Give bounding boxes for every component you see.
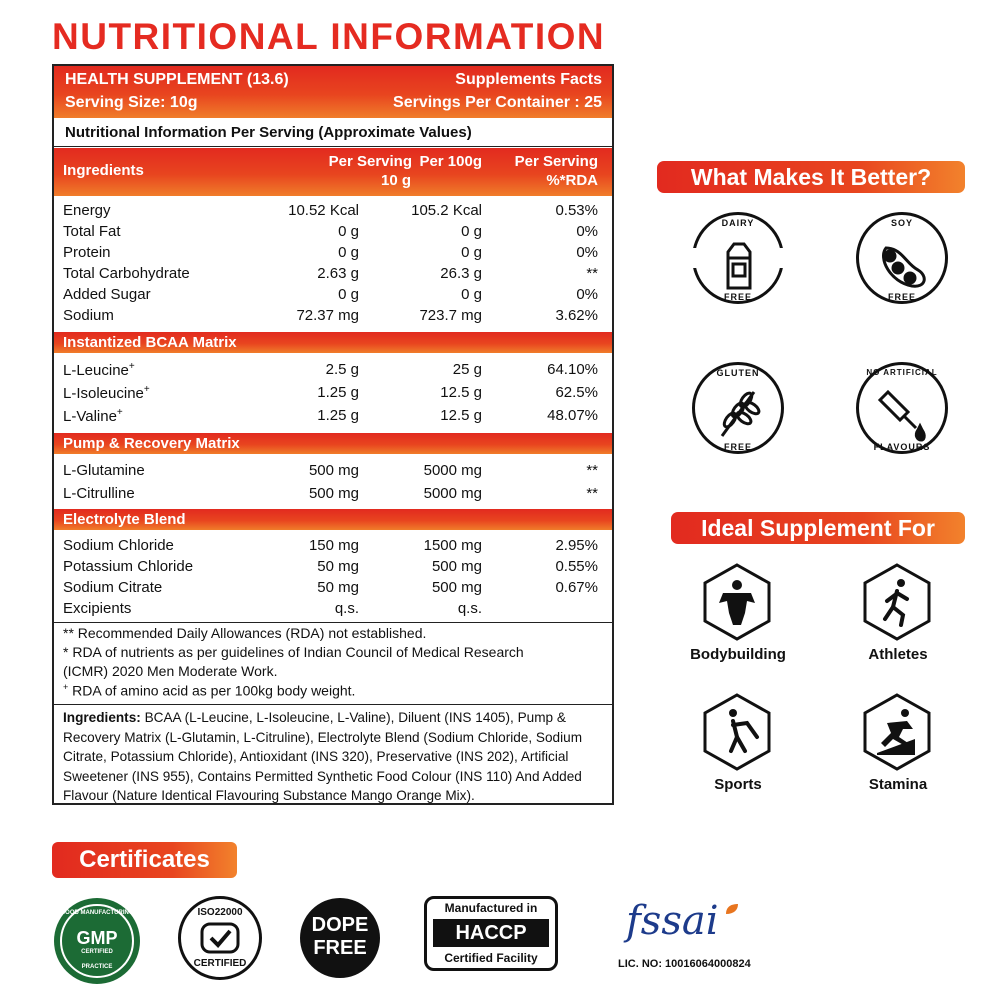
- sup-mark: +: [116, 407, 123, 418]
- table-row: [54, 485, 612, 506]
- table-row: [54, 600, 612, 621]
- row-name: Total Carbohydrate: [63, 265, 190, 282]
- col-per-serving-unit: 10 g: [380, 172, 411, 189]
- iso-bottom: CERTIFIED: [193, 958, 247, 969]
- row-per100: 26.3 g: [440, 265, 482, 282]
- sup-mark: +: [63, 682, 69, 692]
- row-per100: 12.5 g: [440, 407, 482, 424]
- row-name: L-Glutamine: [63, 462, 145, 479]
- col-per-100g: Per 100g: [419, 153, 482, 170]
- hex-stamina: [863, 693, 931, 771]
- row-name: Excipients: [63, 600, 132, 617]
- certificates-banner: Certificates: [52, 842, 237, 878]
- column-header: [54, 148, 612, 196]
- row-per100: 5000 mg: [423, 485, 482, 502]
- hex-bodybuilding: [703, 563, 771, 641]
- sup-mark: +: [128, 361, 135, 372]
- table-row: [54, 244, 612, 265]
- row-name: Sodium: [63, 307, 114, 324]
- row-name: [63, 407, 123, 425]
- note-amino: [63, 682, 355, 699]
- note-rda-not-established: ** Recommended Daily Allowances (RDA) not established.: [63, 625, 427, 641]
- row-serving: q.s.: [334, 600, 359, 617]
- col-rda-unit: %*RDA: [546, 172, 598, 189]
- table-row: [54, 462, 612, 483]
- table-row: [54, 286, 612, 307]
- row-name-text: L-Valine: [63, 408, 117, 425]
- row-rda: 0.67%: [555, 579, 598, 596]
- iso-top: ISO22000: [197, 907, 243, 918]
- gmp-center: GMP: [76, 928, 118, 948]
- row-serving: 150 mg: [308, 537, 359, 554]
- haccp-mid: HACCP: [433, 919, 549, 947]
- badge-top-text: GLUTEN: [716, 368, 760, 378]
- table-row: [54, 579, 612, 600]
- table-row: [54, 407, 612, 428]
- row-per100: 5000 mg: [423, 462, 482, 479]
- row-per100: 105.2 Kcal: [411, 202, 482, 219]
- row-name: Sodium Citrate: [63, 579, 163, 596]
- table-row: [54, 223, 612, 244]
- col-ingredients: Ingredients: [63, 162, 144, 179]
- section-electrolyte: [54, 509, 612, 530]
- row-rda: 0%: [576, 223, 598, 240]
- row-rda: 0.53%: [555, 202, 598, 219]
- col-per-serving-label: Per Serving: [328, 153, 412, 170]
- badge-top-text: NO ARTIFICIAL: [866, 368, 938, 377]
- row-rda: **: [586, 265, 598, 282]
- row-serving: 0 g: [338, 286, 359, 303]
- gmp-center-sub: CERTIFIED: [81, 949, 113, 955]
- section-title: Pump & Recovery Matrix: [63, 435, 240, 452]
- col-rda: Per Serving: [514, 153, 598, 170]
- divider: [54, 704, 612, 705]
- row-name: Energy: [63, 202, 111, 219]
- row-per100: q.s.: [457, 600, 482, 617]
- fssai-logo: fssai: [626, 898, 719, 944]
- table-row: [54, 537, 612, 558]
- ideal-banner: Ideal Supplement For: [671, 512, 965, 544]
- table-row: [54, 307, 612, 328]
- row-serving: 500 mg: [308, 485, 359, 502]
- row-per100: 12.5 g: [440, 384, 482, 401]
- ideal-label: Bodybuilding: [690, 646, 786, 663]
- row-serving: 0 g: [338, 244, 359, 261]
- row-name: Protein: [63, 244, 111, 261]
- ingredients-label: Ingredients:: [63, 710, 141, 725]
- note-icmr-2: (ICMR) 2020 Men Moderate Work.: [63, 663, 278, 679]
- row-name: Potassium Chloride: [63, 558, 194, 575]
- section-title: Electrolyte Blend: [63, 511, 186, 528]
- haccp-top: Manufactured in: [444, 901, 538, 915]
- row-per100: 1500 mg: [423, 537, 482, 554]
- row-rda: 3.62%: [555, 307, 598, 324]
- fssai-badge: [616, 896, 751, 986]
- panel-subtitle: Nutritional Information Per Serving (Approximate Values): [65, 124, 472, 141]
- row-name: Added Sugar: [63, 286, 151, 303]
- row-per100: 723.7 mg: [419, 307, 482, 324]
- row-serving: 72.37 mg: [296, 307, 359, 324]
- badge-top-text: DAIRY: [721, 218, 755, 228]
- row-per100: 0 g: [461, 244, 482, 261]
- row-name: [63, 384, 150, 402]
- row-serving: 50 mg: [317, 558, 359, 575]
- ideal-label: Stamina: [868, 776, 928, 793]
- wheat-icon: [722, 391, 761, 436]
- leaf-icon: [724, 902, 740, 916]
- note-amino-text: RDA of amino acid as per 100kg body weight.: [68, 682, 356, 699]
- gmp-ring-bottom: PRACTICE: [81, 964, 113, 970]
- row-serving: 0 g: [338, 223, 359, 240]
- hex-sports: [703, 693, 771, 771]
- row-serving: 500 mg: [308, 462, 359, 479]
- row-serving: 1.25 g: [317, 407, 359, 424]
- row-per100: 500 mg: [431, 579, 482, 596]
- section-pump: [54, 433, 612, 454]
- nutrition-panel: [52, 64, 614, 805]
- row-rda: 0%: [576, 244, 598, 261]
- table-row: [54, 384, 612, 405]
- row-rda: 0%: [576, 286, 598, 303]
- row-rda: **: [586, 485, 598, 502]
- better-banner: What Makes It Better?: [657, 161, 965, 193]
- row-rda: **: [586, 462, 598, 479]
- divider: [54, 622, 612, 623]
- badge-bottom-text: FREE: [887, 292, 916, 302]
- panel-header: [54, 66, 612, 118]
- servings-per-container: Servings Per Container : 25: [393, 94, 602, 111]
- gmp-ring-top: GOOD MANUFACTURING: [60, 910, 134, 916]
- row-name: [63, 361, 135, 379]
- row-per100: 500 mg: [431, 558, 482, 575]
- badge-bottom-text: FREE: [723, 442, 752, 452]
- section-title: Instantized BCAA Matrix: [63, 334, 237, 351]
- ingredients-list: [63, 708, 603, 805]
- row-per100: 25 g: [452, 361, 482, 378]
- page-title: NUTRITIONAL INFORMATION: [52, 16, 606, 57]
- gmp-certified-badge: [54, 898, 140, 984]
- dope-line1: DOPE: [311, 914, 369, 936]
- table-row: [54, 558, 612, 579]
- row-serving: 50 mg: [317, 579, 359, 596]
- col-per-serving: [329, 153, 412, 170]
- row-serving: 2.63 g: [317, 265, 359, 282]
- table-row: [54, 361, 612, 382]
- badge-bottom-text: FLAVOURS: [873, 442, 931, 452]
- row-per100: 0 g: [461, 223, 482, 240]
- fssai-license: LIC. NO: 10016064000824: [618, 958, 751, 970]
- row-name: L-Citrulline: [63, 485, 135, 502]
- row-rda: 64.10%: [547, 361, 598, 378]
- row-name: Total Fat: [63, 223, 121, 240]
- serving-size: Serving Size: 10g: [65, 94, 198, 111]
- badge-bottom-text: FREE: [723, 292, 752, 302]
- row-serving: 10.52 Kcal: [288, 202, 359, 219]
- row-name: Sodium Chloride: [63, 537, 174, 554]
- dope-line2: FREE: [313, 937, 367, 959]
- divider: [54, 146, 612, 147]
- sup-mark: +: [143, 384, 150, 395]
- ideal-label: Sports: [714, 776, 762, 793]
- iso22000-certified-badge: [178, 896, 262, 980]
- dropper-icon: [880, 392, 924, 440]
- row-rda: 2.95%: [555, 537, 598, 554]
- product-category: HEALTH SUPPLEMENT (13.6): [65, 71, 289, 88]
- soybean-icon: [884, 248, 925, 286]
- checkmark-icon: [200, 922, 240, 954]
- note-icmr-1: * RDA of nutrients as per guidelines of Indian Council of Medical Research: [63, 644, 524, 660]
- row-rda: 0.55%: [555, 558, 598, 575]
- haccp-badge: [424, 896, 558, 971]
- badge-top-text: SOY: [890, 218, 913, 228]
- dope-free-badge: [300, 898, 380, 978]
- section-bcaa: [54, 332, 612, 353]
- table-row: [54, 265, 612, 286]
- row-per100: 0 g: [461, 286, 482, 303]
- haccp-bottom: Certified Facility: [444, 951, 538, 965]
- row-serving: 2.5 g: [325, 361, 359, 378]
- table-row: [54, 202, 612, 223]
- row-name-text: L-Isoleucine: [63, 385, 144, 402]
- row-rda: 48.07%: [547, 407, 598, 424]
- row-name-text: L-Leucine: [63, 362, 129, 379]
- hex-athletes: [863, 563, 931, 641]
- row-serving: 1.25 g: [317, 384, 359, 401]
- supplement-facts-label: Supplements Facts: [455, 71, 602, 88]
- ingredients-text: BCAA (L-Leucine, L-Isoleucine, L-Valine), Diluent (INS 1405), Pump & Recovery Matrix (L-Glutamin, L-Citruline), Electrolyte Blend (Sodium Chloride, Sodium Citrate, Potassium Chloride), Antioxidant (INS 320), Preservative (INS 202), Artificial Sweetener (INS 955), Contains Permitted Synthetic Food Colour (INS 110) And Added Flavour (Nature Identical Flavouring Substance Mango Orange Mix).: [63, 710, 583, 803]
- ideal-label: Athletes: [868, 646, 928, 663]
- row-rda: 62.5%: [555, 384, 598, 401]
